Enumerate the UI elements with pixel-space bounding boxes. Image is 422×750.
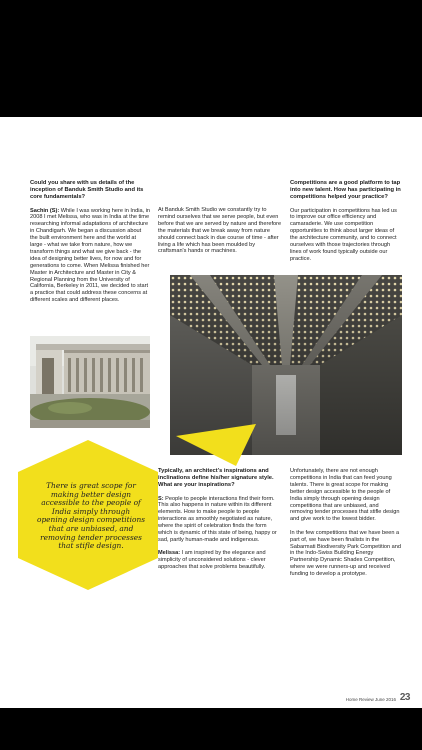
question-inspirations: Typically, an architect's inspirations and inclinations define his/her signature style. What are your inspirations?: [158, 468, 274, 488]
answer-competitions: Our participation in competitions has led us to improve our office efficiency and camaraderie. We use competition opportunities to think about larger ideas of the architecture community, and to connect ourselves with those trajectories through lines of work found typically outside our practice.: [290, 207, 397, 262]
column-2-lower: [158, 468, 282, 578]
accent-triangle: [176, 424, 256, 466]
column-3-lower: [290, 468, 402, 585]
pull-quote: There is great scope for making better design accessible to the people of India simply through opening design competitions that are unbiased, and removing tender processes that stifle design.: [37, 481, 145, 551]
column-1: [30, 180, 150, 311]
building-photo-image: [30, 336, 150, 428]
bottom-black-band: [0, 708, 422, 750]
speaker-label: Melissa:: [158, 550, 181, 557]
answer-inception: [30, 208, 150, 305]
column-2: [158, 207, 282, 262]
paragraph-studio: At Banduk Smith Studio we constantly try to remind ourselves that we serve people, but even before that we are served by nature and therefore the materials that we break away from nature should connect back in due course of time - after living a life which has been moulded by craftsman's hands or machines.: [158, 207, 282, 255]
speaker-label: S:: [158, 495, 164, 502]
question-competitions: Competitions are a good platform to tap into new talent. How has participating in competitions helped your practice?: [290, 180, 401, 200]
answer-text: I am inspired by the elegance and simplicity of unconsidered solutions - clever approaches that solve problems beautifully.: [158, 550, 266, 571]
paragraph-competitions-india: Unfortunately, there are not enough competitions in India that can feed young talents. There is great scope for making better design accessible to the people of India simply through opening design competitions that are unbiased, and removing tender processes that stifle design and give work to the lowest bidder.: [290, 468, 400, 523]
page-number: 23: [399, 692, 410, 703]
column-3: [290, 180, 402, 269]
building-photo: [30, 336, 150, 428]
paragraph-competitions-finalists: In the few competitions that we have been a part of, we have been finalists in the Sabarmati Biodiversity Park Competition and in the Indo-Swiss Building Energy Partnership Dynamic Shades Competition, where we were runners-up and received funding to develop a prototype.: [290, 529, 401, 578]
answer-text: While I was working here in India, in 2008 I met Melissa, who was in India at the time researching informal adaptations of architecture in Chandigarh. We began a discussion about the built environment here and the world at large - what we take from nature, how we transform things and what we give back - the idea of designing better lives, for now and for generations to come. When Melissa finished her Master in Architecture and Master in City & Regional Planning from the University of California, Berkeley in 2011, we decided to start a practice that could address these concerns at different scales and different places.: [30, 207, 151, 304]
answer-text: People to people interactions find their form. This also happens in nature within its different elements. How to make people to people interactions as smoothly negotiated as nature, where the spirit of celebration finds the form which is dynamic of this state of being, happy or sad, partly human-made and indigenous.: [158, 495, 277, 543]
footer-label: Home Review June 2016: [345, 697, 396, 702]
top-black-band: [0, 0, 422, 117]
answer-inspirations-s: [158, 496, 282, 544]
speaker-label: Sachin (S):: [30, 207, 60, 214]
question-inception: Could you share with us details of the inception of Banduk Smith Studio and its core fundamentals?: [30, 180, 144, 200]
answer-inspirations-melissa: [158, 550, 282, 571]
